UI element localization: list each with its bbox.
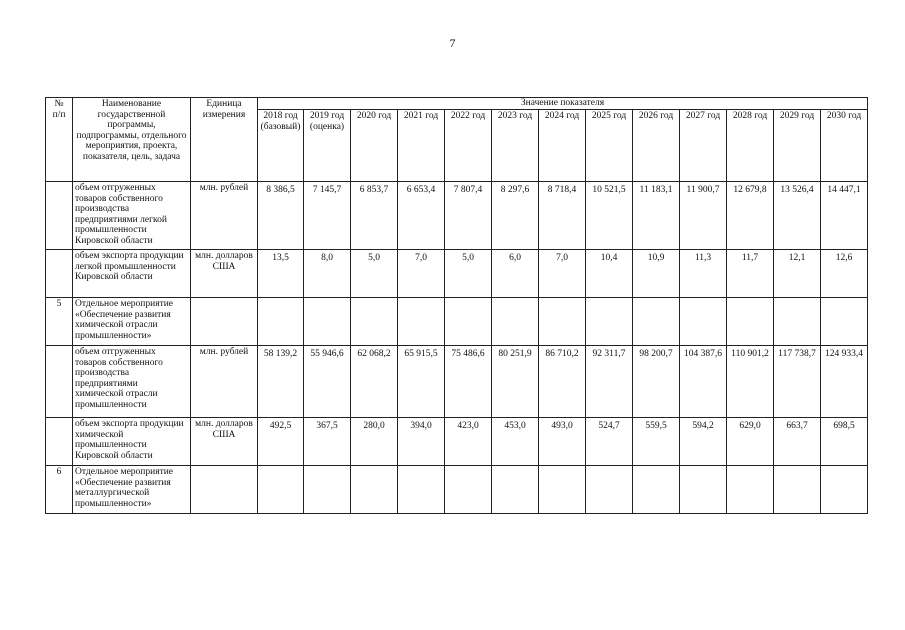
indicator-name: Отдельное мероприятие «Обеспечение развития металлургической промышленности» [73, 466, 191, 514]
page-number: 7 [449, 36, 456, 50]
indicator-value [304, 466, 351, 514]
unit-of-measure: млн. рублей [191, 182, 258, 250]
unit-of-measure: млн. рублей [191, 346, 258, 418]
indicator-value [445, 298, 492, 346]
indicator-value [351, 298, 398, 346]
indicator-value: 8,0 [304, 250, 351, 298]
indicator-value: 11,7 [727, 250, 774, 298]
indicator-value [633, 466, 680, 514]
indicator-value [304, 298, 351, 346]
table-row [46, 298, 868, 346]
header-year: 2018 год (базовый) [258, 110, 304, 182]
indicator-value: 10 521,5 [586, 182, 633, 250]
indicator-value: 117 738,7 [774, 346, 821, 418]
indicator-value [258, 298, 304, 346]
indicator-value [539, 298, 586, 346]
header-year: 2028 год [727, 110, 774, 182]
indicator-value: 6 653,4 [398, 182, 445, 250]
indicator-value: 58 139,2 [258, 346, 304, 418]
indicator-value [539, 466, 586, 514]
indicator-value: 524,7 [586, 418, 633, 466]
indicator-value: 8 718,4 [539, 182, 586, 250]
indicator-value: 394,0 [398, 418, 445, 466]
row-number [46, 182, 73, 250]
header-year: 2019 год (оценка) [304, 110, 351, 182]
indicators-table [45, 97, 868, 514]
header-year: 2025 год [586, 110, 633, 182]
indicator-value: 14 447,1 [821, 182, 868, 250]
indicator-value: 8 297,6 [492, 182, 539, 250]
row-number: 6 [46, 466, 73, 514]
row-number [46, 346, 73, 418]
indicator-value: 367,5 [304, 418, 351, 466]
indicator-value: 7 807,4 [445, 182, 492, 250]
indicator-value: 453,0 [492, 418, 539, 466]
table-row [46, 466, 868, 514]
unit-of-measure: млн. долларов США [191, 418, 258, 466]
indicator-value: 663,7 [774, 418, 821, 466]
indicator-value: 6,0 [492, 250, 539, 298]
indicator-value: 65 915,5 [398, 346, 445, 418]
indicator-value: 104 387,6 [680, 346, 727, 418]
table-row [46, 418, 868, 466]
indicator-value: 698,5 [821, 418, 868, 466]
indicator-value: 280,0 [351, 418, 398, 466]
indicator-value: 86 710,2 [539, 346, 586, 418]
indicator-value: 11,3 [680, 250, 727, 298]
table-header [46, 98, 868, 182]
header-year: 2027 год [680, 110, 727, 182]
indicator-value: 13 526,4 [774, 182, 821, 250]
indicator-value: 55 946,6 [304, 346, 351, 418]
indicator-value: 493,0 [539, 418, 586, 466]
row-number: 5 [46, 298, 73, 346]
indicator-value: 11 900,7 [680, 182, 727, 250]
indicator-value [727, 466, 774, 514]
indicator-value: 12 679,8 [727, 182, 774, 250]
indicator-name: объем отгруженных товаров собственного производства предприятиями легкой промышленности Кировской области [73, 182, 191, 250]
unit-of-measure [191, 298, 258, 346]
indicator-name: объем экспорта продукции химической промышленности Кировской области [73, 418, 191, 466]
unit-of-measure: млн. долларов США [191, 250, 258, 298]
header-year: 2023 год [492, 110, 539, 182]
indicator-value: 7 145,7 [304, 182, 351, 250]
indicator-value [680, 298, 727, 346]
header-year: 2029 год [774, 110, 821, 182]
indicator-value: 13,5 [258, 250, 304, 298]
indicator-value [351, 466, 398, 514]
indicator-value: 7,0 [539, 250, 586, 298]
indicator-name: объем отгруженных товаров собственного производства предприятиями химической отрасли промышленности [73, 346, 191, 418]
indicator-value [258, 466, 304, 514]
indicator-value: 629,0 [727, 418, 774, 466]
indicator-value: 98 200,7 [633, 346, 680, 418]
indicator-value: 492,5 [258, 418, 304, 466]
indicator-value [586, 298, 633, 346]
indicator-value: 10,9 [633, 250, 680, 298]
indicator-value [445, 466, 492, 514]
indicator-value [774, 466, 821, 514]
indicator-value [398, 466, 445, 514]
indicator-value: 559,5 [633, 418, 680, 466]
header-year: 2024 год [539, 110, 586, 182]
indicator-value: 124 933,4 [821, 346, 868, 418]
header-year: 2030 год [821, 110, 868, 182]
indicator-value [774, 298, 821, 346]
indicator-value: 75 486,6 [445, 346, 492, 418]
indicator-value: 10,4 [586, 250, 633, 298]
indicator-value [586, 466, 633, 514]
indicator-value [727, 298, 774, 346]
table-body [46, 182, 868, 514]
indicator-value: 11 183,1 [633, 182, 680, 250]
header-name: Наименование государственной программы, подпрограммы, отдельного мероприятия, проекта, показателя, цель, задача [73, 98, 191, 182]
header-indicator-value: Значение показателя [258, 98, 868, 110]
table-row [46, 182, 868, 250]
indicator-name: объем экспорта продукции легкой промышленности Кировской области [73, 250, 191, 298]
indicator-value: 8 386,5 [258, 182, 304, 250]
indicator-value [398, 298, 445, 346]
indicator-name: Отдельное мероприятие «Обеспечение развития химической отрасли промышленности» [73, 298, 191, 346]
indicator-value [492, 466, 539, 514]
header-year: 2021 год [398, 110, 445, 182]
indicator-value [633, 298, 680, 346]
table-row [46, 346, 868, 418]
indicator-value: 92 311,7 [586, 346, 633, 418]
indicator-value: 423,0 [445, 418, 492, 466]
row-number [46, 250, 73, 298]
indicator-value [821, 298, 868, 346]
header-year: 2020 год [351, 110, 398, 182]
indicator-value: 110 901,2 [727, 346, 774, 418]
indicator-value: 6 853,7 [351, 182, 398, 250]
indicator-value: 12,1 [774, 250, 821, 298]
table-row [46, 250, 868, 298]
indicator-value [492, 298, 539, 346]
indicator-value: 12,6 [821, 250, 868, 298]
header-number: № п/п [46, 98, 73, 182]
header-year: 2022 год [445, 110, 492, 182]
header-unit: Единица измерения [191, 98, 258, 182]
unit-of-measure [191, 466, 258, 514]
indicator-value: 7,0 [398, 250, 445, 298]
indicator-value [821, 466, 868, 514]
row-number [46, 418, 73, 466]
indicator-value: 5,0 [445, 250, 492, 298]
indicator-value [680, 466, 727, 514]
indicator-value: 62 068,2 [351, 346, 398, 418]
indicator-value: 5,0 [351, 250, 398, 298]
header-year: 2026 год [633, 110, 680, 182]
indicator-value: 594,2 [680, 418, 727, 466]
indicator-value: 80 251,9 [492, 346, 539, 418]
